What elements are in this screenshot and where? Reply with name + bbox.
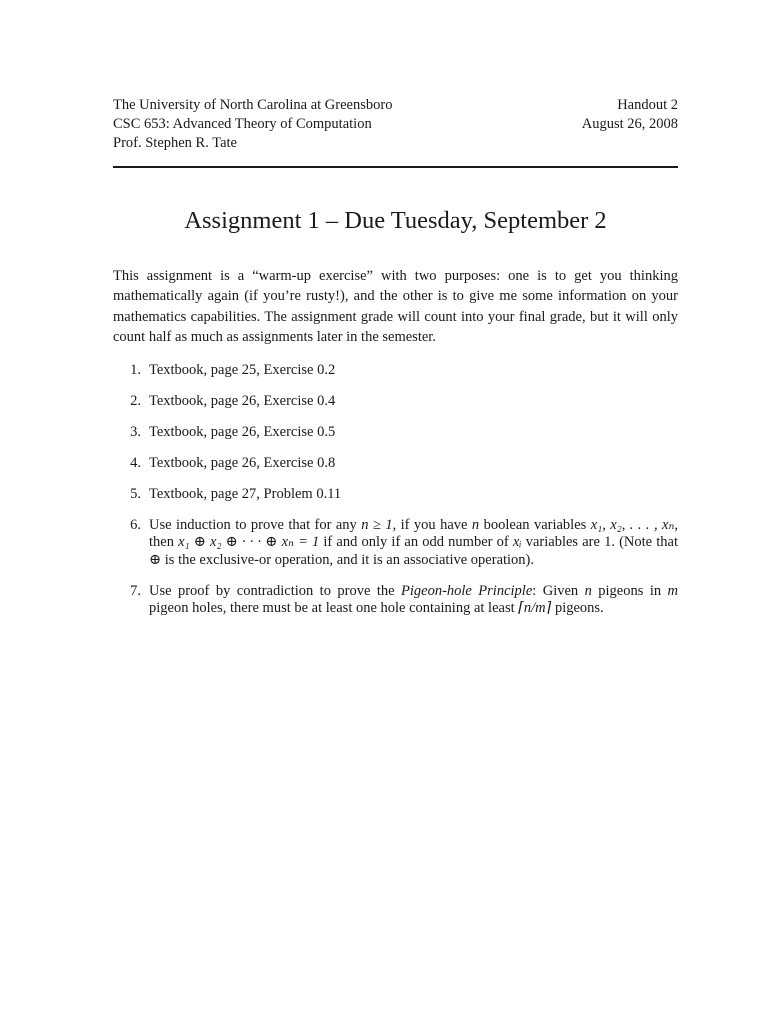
math-expression: xᵢ	[512, 534, 522, 551]
item-text	[149, 517, 678, 568]
item-number: 5.	[130, 485, 141, 502]
math-expression: x₁ ⊕ x₂ ⊕ · · · ⊕ xₙ = 1	[178, 534, 320, 551]
instructor-name: Prof. Stephen R. Tate	[113, 135, 237, 151]
course-name: CSC 653: Advanced Theory of Computation	[113, 116, 372, 132]
text-fragment: variables are 1. (Note that	[521, 534, 678, 551]
header-left	[113, 96, 392, 153]
math-expression: m	[667, 582, 679, 599]
emphasized-term: Pigeon-hole Principle	[401, 582, 533, 599]
text-fragment: boolean variables	[479, 516, 591, 533]
text-fragment: : Given	[532, 582, 585, 599]
item-text: Textbook, page 27, Problem 0.11	[149, 485, 342, 502]
text-fragment: is the exclusive-or operation, and it is an associative operation).	[161, 551, 535, 568]
item-number: 7.	[130, 582, 141, 599]
text-fragment: Use proof by contradiction to prove the	[149, 582, 401, 599]
document-page	[113, 96, 678, 631]
handout-label: Handout 2	[617, 97, 678, 113]
text-fragment: pigeon holes, there must be at least one hole containing at least	[149, 600, 519, 617]
math-expression: n	[584, 582, 592, 599]
text-fragment: pigeons in	[591, 582, 668, 599]
handout-date: August 26, 2008	[581, 116, 678, 132]
item-number: 2.	[130, 392, 141, 409]
math-expression: x₁, x₂, . . . , xₙ	[590, 516, 675, 533]
text-fragment: pigeons.	[551, 600, 604, 617]
list-item	[113, 424, 678, 442]
list-item	[113, 455, 678, 473]
text-fragment: Use induction to prove that for any	[149, 516, 362, 533]
header-rule	[113, 166, 678, 168]
institution-name: The University of North Carolina at Greensboro	[113, 97, 393, 113]
item-number: 6.	[130, 516, 141, 533]
item-number: 3.	[130, 423, 141, 440]
item-text: Textbook, page 25, Exercise 0.2	[149, 361, 336, 378]
text-fragment: , then	[149, 516, 678, 551]
item-text: Textbook, page 26, Exercise 0.8	[149, 454, 336, 471]
list-item-induction	[113, 517, 678, 570]
math-expression: n ≥ 1	[361, 516, 393, 533]
item-text	[149, 583, 678, 617]
item-number: 1.	[130, 361, 141, 378]
intro-paragraph: This assignment is a “warm-up exercise” with two purposes: one is to get you thinking mathematically again (if you’re rusty!), and the other is to give me some information on your mathematics capabilities. The assignment grade will count into your final grade, but it will only count half as much as assignments later in the semester.	[113, 268, 678, 345]
text-fragment: if and only if an odd number of	[319, 534, 513, 551]
math-expression: n	[471, 516, 480, 533]
xor-symbol: ⊕	[149, 551, 162, 568]
exercise-list	[113, 362, 678, 618]
item-number: 4.	[130, 454, 141, 471]
header-right	[582, 96, 678, 153]
item-text: Textbook, page 26, Exercise 0.4	[149, 392, 336, 409]
list-item	[113, 362, 678, 380]
text-fragment: , if you have	[392, 516, 472, 533]
math-expression: ⌈n/m⌉	[518, 600, 552, 617]
list-item	[113, 393, 678, 411]
list-item-pigeonhole	[113, 583, 678, 618]
document-header	[113, 96, 678, 153]
list-item	[113, 486, 678, 504]
item-text: Textbook, page 26, Exercise 0.5	[149, 423, 336, 440]
assignment-title: Assignment 1 – Due Tuesday, September 2	[184, 207, 607, 234]
